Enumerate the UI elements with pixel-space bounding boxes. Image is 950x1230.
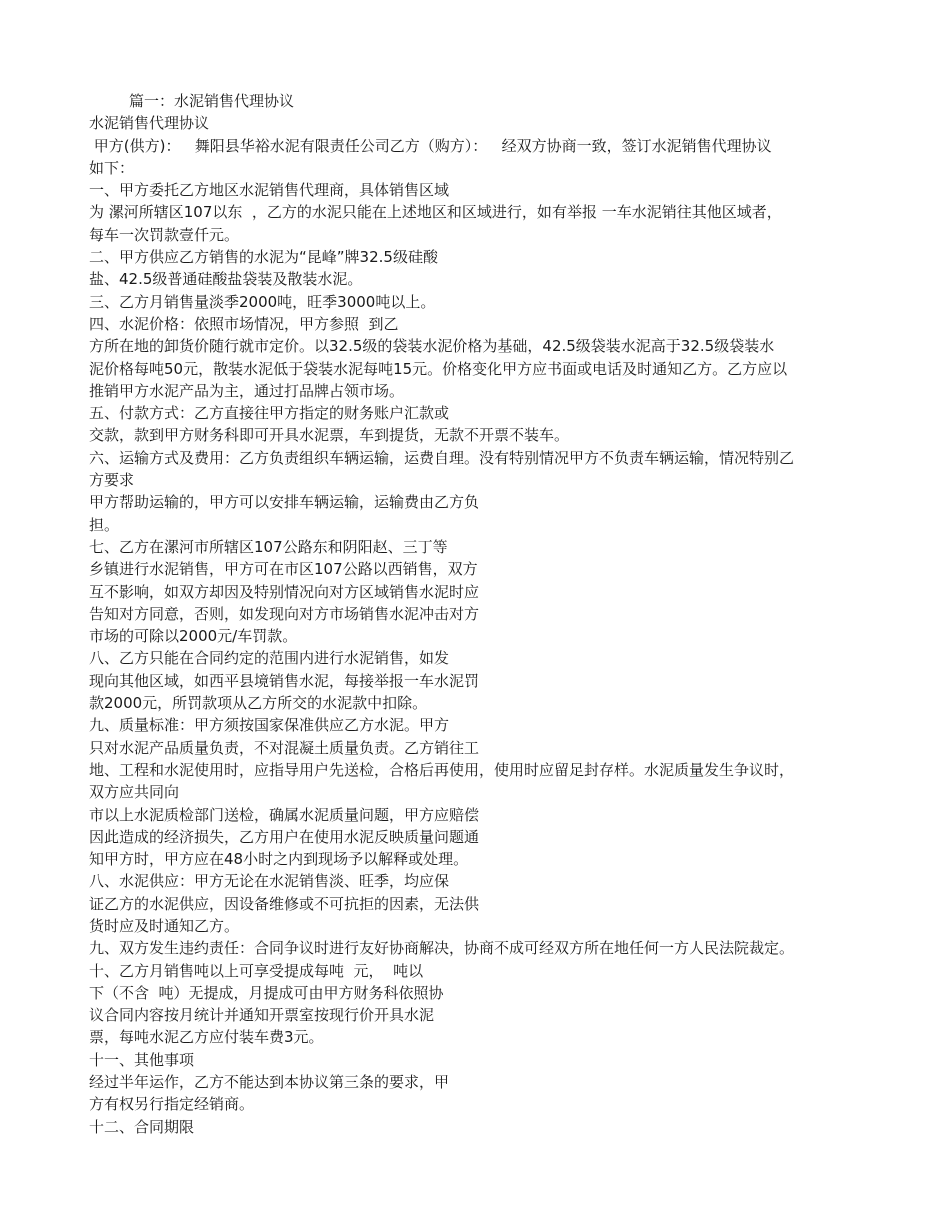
text-line: 八、水泥供应：甲方无论在水泥销售淡、旺季，均应保 [89,872,450,891]
text-line: 双方应共同向 [89,783,180,802]
text-line: 六、运输方式及费用：乙方负责组织车辆运输，运费自理。没有特别情况甲方不负责车辆运输，情况特别乙 [89,448,795,467]
text-line: 盐、42.5级普通硅酸盐袋装及散装水泥。 [89,270,363,289]
text-line: 三、乙方月销售量淡季2000吨，旺季3000吨以上。 [89,292,436,311]
text-line: 方要求 [89,471,135,490]
text-line: 四、水泥价格：依照市场情况，甲方参照 到乙 [89,314,399,333]
text-line: 现向其他区域，如西平县境销售水泥，每接举报一车水泥罚 [89,671,480,690]
text-line: 二、甲方供应乙方销售的水泥为“昆峰”牌32.5级硅酸 [89,248,438,267]
text-line: 甲方(供方)： 舞阳县华裕水泥有限责任公司乙方（购方）： 经双方协商一致，签订水泥销售代理协议 [89,136,772,155]
text-line: 十一、其他事项 [89,1050,195,1069]
document-body [89,90,864,1138]
text-line: 推销甲方水泥产品为主，通过打品牌占领市场。 [89,381,405,400]
text-line: 十、乙方月销售吨以上可享受提成每吨 元， 吨以 [89,961,424,980]
text-line: 九、双方发生违约责任：合同争议时进行友好协商解决，协商不成可经双方所在地任何一方人民法院裁定。 [89,939,795,958]
text-line: 市以上水泥质检部门送检，确属水泥质量问题，甲方应赔偿 [89,805,480,824]
text-line: 十二、合同期限 [89,1117,195,1136]
text-line: 只对水泥产品质量负责，不对混凝土质量负责。乙方销往工 [89,738,480,757]
text-line: 九、质量标准：甲方须按国家保准供应乙方水泥。甲方 [89,716,450,735]
text-line: 甲方帮助运输的，甲方可以安排车辆运输，运输费由乙方负 [89,493,480,512]
text-line: 告知对方同意，否则，如发现向对方市场销售水泥冲击对方 [89,604,480,623]
text-line: 担。 [89,515,120,534]
text-line: 如下： [89,158,135,177]
text-line: 一、甲方委托乙方地区水泥销售代理商，具体销售区域 [89,181,450,200]
text-line: 知甲方时，甲方应在48小时之内到现场予以解释或处理。 [89,850,469,869]
text-line: 八、乙方只能在合同约定的范围内进行水泥销售，如发 [89,649,450,668]
text-line: 票，每吨水泥乙方应付装车费3元。 [89,1028,324,1047]
text-line: 货时应及时通知乙方。 [89,916,240,935]
text-line: 为 漯河所辖区107以东 ，乙方的水泥只能在上述地区和区域进行，如有举报 一车水泥销往其他区域者， [89,203,782,222]
text-line: 议合同内容按月统计并通知开票室按现行价开具水泥 [89,1006,435,1025]
text-line: 水泥销售代理协议 [89,114,210,133]
text-line: 五、付款方式：乙方直接往甲方指定的财务账户汇款或 [89,404,450,423]
text-line: 每车一次罚款壹仟元。 [89,225,240,244]
text-line: 地、工程和水泥使用时，应指导用户先送检，合格后再使用，使用时应留足封存样。水泥质量发生争议时， [89,760,795,779]
document-heading: 篇一：水泥销售代理协议 [129,92,295,110]
text-line: 互不影响，如双方却因及特别情况向对方区域销售水泥时应 [89,582,480,601]
text-line: 七、乙方在漯河市所辖区107公路东和阴阳赵、三丁等 [89,537,448,556]
text-line: 方有权另行指定经销商。 [89,1095,255,1114]
text-line: 方所在地的卸货价随行就市定价。以32.5级的袋装水泥价格为基础，42.5级袋装水泥高于32.5级袋装水 [89,337,775,356]
text-line: 经过半年运作，乙方不能达到本协议第三条的要求，甲 [89,1073,450,1092]
text-line: 泥价格每吨50元，散装水泥低于袋装水泥每吨15元。价格变化甲方应书面或电话及时通知乙方。乙方应以 [89,359,788,378]
text-line: 下（不含 吨）无提成，月提成可由甲方财务科依照协 [89,983,444,1002]
text-line: 交款，款到甲方财务科即可开具水泥票，车到提货，无款不开票不装车。 [89,426,570,445]
text-line: 市场的可除以2000元/车罚款。 [89,627,298,646]
text-line: 因此造成的经济损失，乙方用户在使用水泥反映质量问题通 [89,827,480,846]
text-line: 乡镇进行水泥销售，甲方可在市区107公路以西销售，双方 [89,560,478,579]
text-line: 证乙方的水泥供应，因设备维修或不可抗拒的因素，无法供 [89,894,480,913]
text-line: 款2000元，所罚款项从乙方所交的水泥款中扣除。 [89,694,428,713]
